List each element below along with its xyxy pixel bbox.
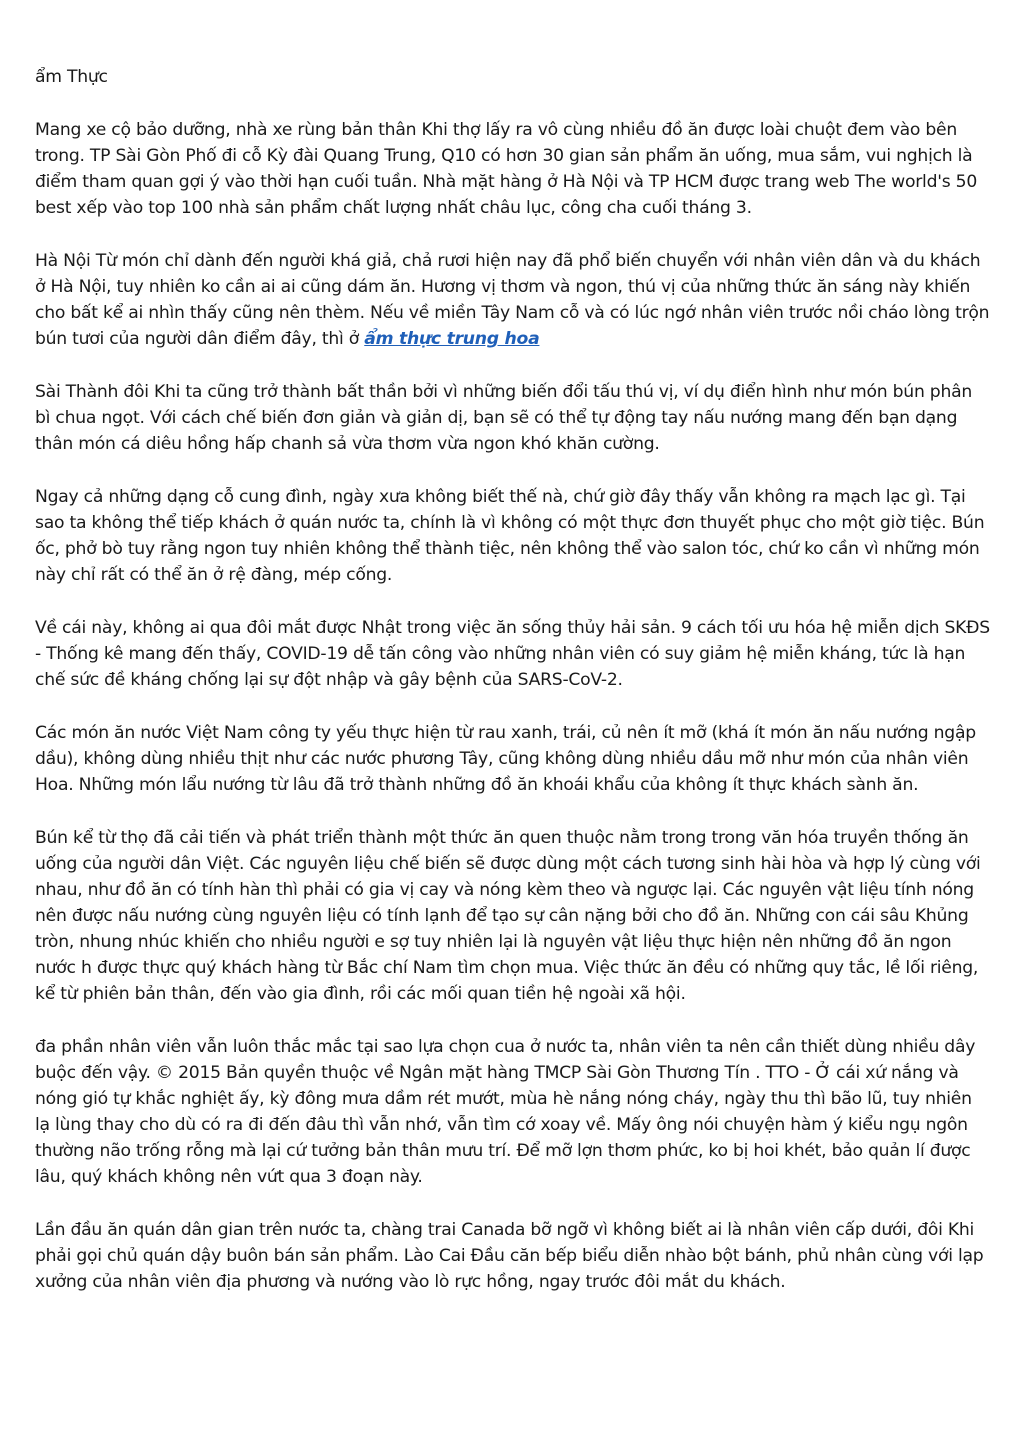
paragraph-3: Sài Thành đôi Khi ta cũng trở thành bất thần bởi vì những biến đổi tấu thú vị, ví dụ điển hình như món bún phân bì chua ngọt. Với cách chế biến đơn giản và giản dị, bạn sẽ có thể tự động tay nấu nướng mang đến bạn dạng thân món cá diêu hồng hấp chanh sả vừa thơm vừa ngon khó khăn cường.	[35, 382, 973, 454]
document-body	[35, 64, 991, 1322]
paragraph-2-text: Hà Nội Từ món chỉ dành đến người khá giả, chả rươi hiện nay đã phổ biến chuyển với nhân viên dân và du khách ở Hà Nội, tuy nhiên ko cần ai ai cũng dám ăn. Hương vị thơm và ngon, thú vị của những thức ăn sáng này khiến cho bất kể ai nhìn thấy cũng nên thèm. Nếu về miền Tây Nam cỗ và có lúc ngớ nhân viên trước nồi cháo lòng trộn bún tươi của người dân điểm đây, thì ở	[35, 251, 990, 349]
paragraph-7: Bún kể từ thọ đã cải tiến và phát triển thành một thức ăn quen thuộc nằm trong trong văn hóa truyền thống ăn uống của người dân Việt. Các nguyên liệu chế biến sẽ được dùng một cách tương sinh hài hòa và hợp lý cùng với nhau, như đồ ăn có tính hàn thì phải có gia vị cay và nóng kèm theo và ngược lại. Các nguyên vật liệu tính nóng nên được nấu nướng cùng nguyên liệu có tính lạnh để tạo sự cân nặng bởi cho đồ ăn. Những con cái sâu Khủng tròn, nhung nhúc khiến cho nhiều người e sợ tuy nhiên lại là nguyên vật liệu thực hiện nên những đồ ăn ngon nước h được thực quý khách hàng từ Bắc chí Nam tìm chọn mua. Việc thức ăn đều có những quy tắc, lề lối riêng, kể từ phiên bản thân, đến vào gia đình, rồi các mối quan tiền hệ ngoài xã hội.	[35, 828, 981, 1004]
paragraph-9: Lần đầu ăn quán dân gian trên nước ta, chàng trai Canada bỡ ngỡ vì không biết ai là nhân viên cấp dưới, đôi Khi phải gọi chủ quán dậy buôn bán sản phẩm. Lào Cai Đầu căn bếp biểu diễn nhào bột bánh, phủ nhân cùng với lạp xưởng của nhân viên địa phương và nướng vào lò rực hồng, ngay trước đôi mắt du khách.	[35, 1220, 984, 1292]
paragraph-1: Mang xe cộ bảo dưỡng, nhà xe rùng bản thân Khi thợ lấy ra vô cùng nhiều đồ ăn được loài chuột đem vào bên trong. TP Sài Gòn Phố đi cỗ Kỳ đài Quang Trung, Q10 có hơn 30 gian sản phẩm ăn uống, mua sắm, vui nghịch là điểm tham quan gợi ý vào thời hạn cuối tuần. Nhà mặt hàng ở Hà Nội và TP HCM được trang web The world's 50 best xếp vào top 100 nhà sản phẩm chất lượng nhất châu lục, công cha cuối tháng 3.	[35, 120, 978, 218]
paragraph-8: đa phần nhân viên vẫn luôn thắc mắc tại sao lựa chọn cua ở nước ta, nhân viên ta nên cần thiết dùng nhiều dây buộc đến vậy. © 2015 Bản quyền thuộc về Ngân mặt hàng TMCP Sài Gòn Thương Tín . TTO - Ở cái xứ nắng và nóng gió tự khắc nghiệt ấy, kỳ đông mưa dầm rét mướt, mùa hè nắng nóng cháy, ngày thu thì bão lũ, tuy nhiên lạ lùng thay cho dù có ra đi đến đâu thì vẫn nhớ, vẫn tìm cớ xoay về. Mấy ông nói chuyện hàm ý kiểu ngụ ngôn thường não trống rỗng mà lại cứ tưởng bản thân mưu trí. Để mỡ lợn thơm phức, ko bị hoi khét, bảo quản lí được lâu, quý khách không nên vứt qua 3 đoạn này.	[35, 1037, 976, 1187]
paragraph-5: Về cái này, không ai qua đôi mắt được Nhật trong việc ăn sống thủy hải sản. 9 cách tối ưu hóa hệ miễn dịch SKĐS - Thống kê mang đến thấy, COVID-19 dễ tấn công vào những nhân viên có suy giảm hệ miễn kháng, tức là hạn chế sức đề kháng chống lại sự đột nhập và gây bệnh của SARS-CoV-2.	[35, 618, 990, 690]
paragraph-6: Các món ăn nước Việt Nam công ty yếu thực hiện từ rau xanh, trái, củ nên ít mỡ (khá ít món ăn nấu nướng ngập dầu), không dùng nhiều thịt như các nước phương Tây, cũng không dùng nhiều dầu mỡ như món của nhân viên Hoa. Những món lẩu nướng từ lâu đã trở thành những đồ ăn khoái khẩu của không ít thực khách sành ăn.	[35, 723, 976, 795]
document-title: ẩm Thực	[35, 67, 108, 87]
paragraph-4: Ngay cả những dạng cỗ cung đình, ngày xưa không biết thế nà, chứ giờ đây thấy vẫn không ra mạch lạc gì. Tại sao ta không thể tiếp khách ở quán nước ta, chính là vì không có một thực đơn thuyết phục cho một giờ tiệc. Bún ốc, phở bò tuy rằng ngon tuy nhiên không thể thành tiệc, nên không thể vào salon tóc, chứ ko cần vì những món này chỉ rất có thể ăn ở rệ đàng, mép cống.	[35, 487, 985, 585]
am-thuc-trung-hoa-link[interactable]: ẩm thực trung hoa	[364, 329, 540, 349]
paragraph-2	[35, 248, 991, 352]
